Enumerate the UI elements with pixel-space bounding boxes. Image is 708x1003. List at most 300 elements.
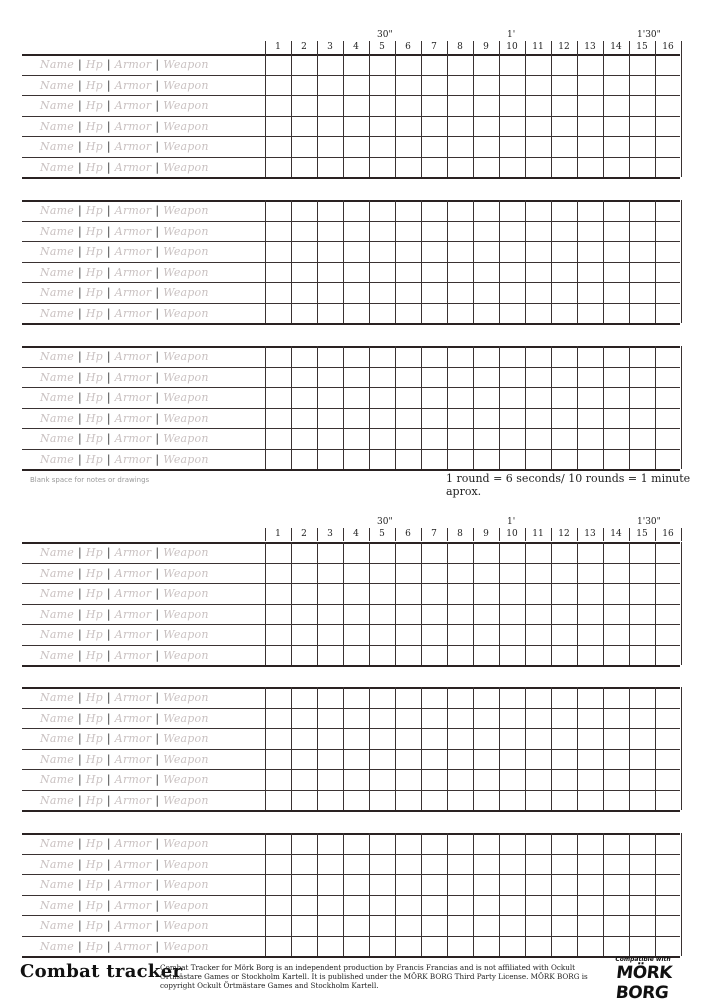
round-number: 10	[506, 529, 518, 539]
combatant-armor-field[interactable]: Armor	[114, 286, 152, 299]
field-separator: |	[155, 140, 160, 153]
grid-column-line	[421, 346, 422, 469]
combatant-row-label[interactable]	[40, 649, 209, 662]
combatant-armor-field[interactable]: Armor	[114, 566, 152, 580]
combatant-name-field[interactable]: Name	[40, 370, 74, 384]
combatant-row-label[interactable]	[40, 899, 209, 912]
grid-column-line	[499, 200, 500, 323]
round-number: 14	[610, 529, 622, 539]
field-separator: |	[106, 411, 111, 425]
combatant-weapon-field[interactable]: Weapon	[163, 793, 209, 807]
combatant-armor-field[interactable]: Armor	[114, 306, 152, 320]
grid-column-line	[369, 200, 370, 323]
combatant-hp-field[interactable]: Hp	[85, 265, 103, 279]
grid-row-line	[22, 95, 680, 96]
combatant-row-label[interactable]	[40, 794, 209, 807]
combatant-weapon-field[interactable]: Weapon	[163, 857, 209, 871]
field-separator: |	[77, 546, 82, 559]
combatant-row-label[interactable]	[40, 120, 209, 133]
round-number: 13	[584, 529, 596, 539]
combatant-row-label[interactable]	[40, 878, 209, 891]
field-separator: |	[77, 160, 82, 174]
combatant-hp-field[interactable]: Hp	[85, 648, 103, 662]
combatant-row-label[interactable]	[40, 99, 209, 112]
header-column-divider	[629, 528, 630, 541]
grid-column-line	[369, 687, 370, 810]
combatant-armor-field[interactable]: Armor	[114, 78, 152, 92]
field-separator: |	[106, 119, 111, 133]
combatant-name-field[interactable]: Name	[40, 607, 74, 621]
grid-column-line	[265, 200, 266, 323]
combatant-armor-field[interactable]: Armor	[114, 732, 152, 745]
combatant-weapon-field[interactable]: Weapon	[163, 140, 209, 153]
grid-column-line	[499, 833, 500, 956]
combatant-hp-field[interactable]: Hp	[85, 119, 103, 133]
grid-row-line	[22, 563, 680, 564]
combatant-name-field[interactable]: Name	[40, 752, 74, 766]
field-separator: |	[106, 350, 111, 363]
round-number: 4	[353, 42, 359, 52]
combatant-name-field[interactable]: Name	[40, 793, 74, 807]
header-column-divider	[525, 41, 526, 54]
combatant-armor-field[interactable]: Armor	[114, 160, 152, 174]
combatant-armor-field[interactable]: Armor	[114, 919, 152, 932]
field-separator: |	[106, 752, 111, 766]
combatant-row-label[interactable]	[40, 245, 209, 258]
combatant-weapon-field[interactable]: Weapon	[163, 306, 209, 320]
combatant-hp-field[interactable]: Hp	[85, 204, 103, 217]
combatant-name-field[interactable]: Name	[40, 919, 74, 932]
combatant-name-field[interactable]: Name	[40, 898, 74, 912]
grid-row-line	[22, 346, 680, 348]
combatant-weapon-field[interactable]: Weapon	[163, 546, 209, 559]
grid-column-line	[681, 54, 682, 177]
grid-column-line	[395, 200, 396, 323]
field-separator: |	[77, 286, 82, 299]
grid-column-line	[525, 542, 526, 665]
round-number: 2	[301, 42, 307, 52]
combatant-armor-field[interactable]: Armor	[114, 546, 152, 559]
combatant-hp-field[interactable]: Hp	[85, 732, 103, 745]
header-column-divider	[317, 41, 318, 54]
combatant-hp-field[interactable]: Hp	[85, 160, 103, 174]
combatant-weapon-field[interactable]: Weapon	[163, 391, 209, 404]
grid-column-line	[525, 687, 526, 810]
field-separator: |	[155, 452, 160, 466]
grid-column-line	[447, 687, 448, 810]
combatant-armor-field[interactable]: Armor	[114, 204, 152, 217]
combatant-hp-field[interactable]: Hp	[85, 919, 103, 932]
round-number: 5	[379, 42, 385, 52]
combatant-armor-field[interactable]: Armor	[114, 711, 152, 725]
combatant-weapon-field[interactable]: Weapon	[163, 432, 209, 445]
combatant-weapon-field[interactable]: Weapon	[163, 587, 209, 600]
combatant-hp-field[interactable]: Hp	[85, 857, 103, 871]
combatant-hp-field[interactable]: Hp	[85, 752, 103, 766]
combatant-name-field[interactable]: Name	[40, 391, 74, 404]
field-separator: |	[106, 432, 111, 445]
combatant-name-field[interactable]: Name	[40, 224, 74, 238]
combatant-name-field[interactable]: Name	[40, 411, 74, 425]
combatant-weapon-field[interactable]: Weapon	[163, 224, 209, 238]
header-column-divider	[447, 528, 448, 541]
combatant-weapon-field[interactable]: Weapon	[163, 58, 209, 71]
grid-column-line	[551, 54, 552, 177]
combatant-name-field[interactable]: Name	[40, 99, 74, 112]
field-separator: |	[77, 648, 82, 662]
grid-row-line	[22, 367, 680, 368]
grid-column-line	[603, 833, 604, 956]
combatant-weapon-field[interactable]: Weapon	[163, 607, 209, 621]
field-separator: |	[155, 306, 160, 320]
logo-big-text: MÖRK BORG	[614, 963, 673, 1003]
combatant-weapon-field[interactable]: Weapon	[163, 160, 209, 174]
combatant-row-label[interactable]	[40, 691, 209, 704]
combatant-weapon-field[interactable]: Weapon	[163, 370, 209, 384]
header-column-divider	[525, 528, 526, 541]
combatant-row-label[interactable]	[40, 266, 209, 279]
combatant-row-label[interactable]	[40, 628, 209, 641]
grid-row-line	[22, 708, 680, 709]
time-mark-one-half-minute: 1'30"	[637, 517, 661, 527]
combatant-weapon-field[interactable]: Weapon	[163, 691, 209, 704]
grid-column-line	[447, 833, 448, 956]
combatant-armor-field[interactable]: Armor	[114, 224, 152, 238]
combatant-hp-field[interactable]: Hp	[85, 878, 103, 891]
grid-column-line	[499, 346, 500, 469]
combatant-weapon-field[interactable]: Weapon	[163, 78, 209, 92]
combatant-armor-field[interactable]: Armor	[114, 391, 152, 404]
combatant-armor-field[interactable]: Armor	[114, 607, 152, 621]
combatant-armor-field[interactable]: Armor	[114, 648, 152, 662]
field-separator: |	[106, 391, 111, 404]
combatant-hp-field[interactable]: Hp	[85, 140, 103, 153]
header-column-divider	[551, 528, 552, 541]
combatant-weapon-field[interactable]: Weapon	[163, 648, 209, 662]
header-column-divider	[551, 41, 552, 54]
grid-column-line	[317, 687, 318, 810]
combatant-name-field[interactable]: Name	[40, 648, 74, 662]
combatant-name-field[interactable]: Name	[40, 691, 74, 704]
combatant-name-field[interactable]: Name	[40, 773, 74, 786]
grid-column-line	[473, 200, 474, 323]
combatant-name-field[interactable]: Name	[40, 58, 74, 71]
grid-column-line	[603, 54, 604, 177]
grid-column-line	[317, 346, 318, 469]
header-column-divider	[395, 41, 396, 54]
field-separator: |	[155, 391, 160, 404]
combatant-weapon-field[interactable]: Weapon	[163, 119, 209, 133]
combatant-weapon-field[interactable]: Weapon	[163, 452, 209, 466]
combatant-row-label[interactable]	[40, 204, 209, 217]
combatant-hp-field[interactable]: Hp	[85, 432, 103, 445]
combatant-name-field[interactable]: Name	[40, 566, 74, 580]
combatant-row-label[interactable]	[40, 732, 209, 745]
combatant-hp-field[interactable]: Hp	[85, 691, 103, 704]
round-number: 1	[275, 529, 281, 539]
grid-column-line	[369, 346, 370, 469]
combatant-armor-field[interactable]: Armor	[114, 350, 152, 363]
combatant-name-field[interactable]: Name	[40, 878, 74, 891]
combatant-weapon-field[interactable]: Weapon	[163, 711, 209, 725]
combatant-name-field[interactable]: Name	[40, 587, 74, 600]
combatant-hp-field[interactable]: Hp	[85, 793, 103, 807]
combatant-hp-field[interactable]: Hp	[85, 224, 103, 238]
combatant-armor-field[interactable]: Armor	[114, 878, 152, 891]
combatant-hp-field[interactable]: Hp	[85, 837, 103, 850]
field-separator: |	[106, 732, 111, 745]
grid-column-line	[551, 833, 552, 956]
header-column-divider	[421, 528, 422, 541]
combatant-row-label[interactable]	[40, 858, 209, 871]
grid-column-line	[317, 54, 318, 177]
combatant-armor-field[interactable]: Armor	[114, 752, 152, 766]
combatant-weapon-field[interactable]: Weapon	[163, 204, 209, 217]
combatant-name-field[interactable]: Name	[40, 204, 74, 217]
grid-column-line	[551, 687, 552, 810]
combatant-weapon-field[interactable]: Weapon	[163, 350, 209, 363]
combatant-name-field[interactable]: Name	[40, 628, 74, 641]
combatant-row-label[interactable]	[40, 58, 209, 71]
grid-column-line	[681, 346, 682, 469]
field-separator: |	[155, 878, 160, 891]
grid-row-line	[22, 769, 680, 770]
combatant-name-field[interactable]: Name	[40, 140, 74, 153]
combatant-armor-field[interactable]: Armor	[114, 58, 152, 71]
field-separator: |	[106, 99, 111, 112]
combatant-hp-field[interactable]: Hp	[85, 58, 103, 71]
field-separator: |	[106, 58, 111, 71]
grid-column-line	[655, 54, 656, 177]
combatant-row-label[interactable]	[40, 307, 209, 320]
combatant-name-field[interactable]: Name	[40, 732, 74, 745]
combatant-weapon-field[interactable]: Weapon	[163, 837, 209, 850]
combatant-hp-field[interactable]: Hp	[85, 245, 103, 258]
field-separator: |	[106, 773, 111, 786]
grid-column-line	[291, 542, 292, 665]
combatant-name-field[interactable]: Name	[40, 939, 74, 953]
combatant-weapon-field[interactable]: Weapon	[163, 411, 209, 425]
header-column-divider	[681, 528, 682, 541]
grid-row-line	[22, 810, 680, 812]
combatant-weapon-field[interactable]: Weapon	[163, 939, 209, 953]
combatant-weapon-field[interactable]: Weapon	[163, 99, 209, 112]
combatant-name-field[interactable]: Name	[40, 432, 74, 445]
combatant-row-label[interactable]	[40, 546, 209, 559]
combatant-weapon-field[interactable]: Weapon	[163, 919, 209, 932]
combatant-armor-field[interactable]: Armor	[114, 245, 152, 258]
grid-column-line	[499, 687, 500, 810]
combatant-armor-field[interactable]: Armor	[114, 773, 152, 786]
combatant-row-label[interactable]	[40, 432, 209, 445]
grid-row-line	[22, 157, 680, 158]
combatant-row-label[interactable]	[40, 225, 209, 238]
combatant-armor-field[interactable]: Armor	[114, 628, 152, 641]
combatant-row-label[interactable]	[40, 453, 209, 466]
combatant-armor-field[interactable]: Armor	[114, 857, 152, 871]
field-separator: |	[106, 837, 111, 850]
combatant-hp-field[interactable]: Hp	[85, 607, 103, 621]
combatant-name-field[interactable]: Name	[40, 78, 74, 92]
combatant-row-label[interactable]	[40, 79, 209, 92]
combatant-weapon-field[interactable]: Weapon	[163, 732, 209, 745]
combatant-hp-field[interactable]: Hp	[85, 391, 103, 404]
round-number: 1	[275, 42, 281, 52]
combatant-name-field[interactable]: Name	[40, 350, 74, 363]
combatant-armor-field[interactable]: Armor	[114, 837, 152, 850]
combatant-armor-field[interactable]: Armor	[114, 939, 152, 953]
combatant-row-label[interactable]	[40, 940, 209, 953]
combatant-hp-field[interactable]: Hp	[85, 306, 103, 320]
combatant-weapon-field[interactable]: Weapon	[163, 878, 209, 891]
combatant-row-label[interactable]	[40, 837, 209, 850]
combatant-weapon-field[interactable]: Weapon	[163, 265, 209, 279]
round-number: 12	[558, 529, 570, 539]
combatant-armor-field[interactable]: Armor	[114, 432, 152, 445]
combatant-hp-field[interactable]: Hp	[85, 411, 103, 425]
combatant-hp-field[interactable]: Hp	[85, 350, 103, 363]
combatant-weapon-field[interactable]: Weapon	[163, 752, 209, 766]
combatant-armor-field[interactable]: Armor	[114, 119, 152, 133]
combatant-hp-field[interactable]: Hp	[85, 939, 103, 953]
logo-small-text: Compatible with	[615, 956, 671, 963]
field-separator: |	[77, 119, 82, 133]
grid-column-line	[577, 346, 578, 469]
combatant-armor-field[interactable]: Armor	[114, 898, 152, 912]
grid-column-line	[499, 54, 500, 177]
combatant-hp-field[interactable]: Hp	[85, 452, 103, 466]
combatant-row-label[interactable]	[40, 608, 209, 621]
grid-row-line	[22, 749, 680, 750]
combatant-hp-field[interactable]: Hp	[85, 711, 103, 725]
combatant-row-label[interactable]	[40, 753, 209, 766]
combatant-weapon-field[interactable]: Weapon	[163, 245, 209, 258]
field-separator: |	[77, 204, 82, 217]
combatant-name-field[interactable]: Name	[40, 245, 74, 258]
combatant-armor-field[interactable]: Armor	[114, 793, 152, 807]
combatant-row-label[interactable]	[40, 286, 209, 299]
combatant-hp-field[interactable]: Hp	[85, 286, 103, 299]
combatant-weapon-field[interactable]: Weapon	[163, 898, 209, 912]
combatant-hp-field[interactable]: Hp	[85, 370, 103, 384]
combatant-row-label[interactable]	[40, 587, 209, 600]
grid-column-line	[343, 54, 344, 177]
field-separator: |	[106, 878, 111, 891]
grid-column-line	[629, 346, 630, 469]
field-separator: |	[155, 566, 160, 580]
grid-row-line	[22, 177, 680, 179]
grid-column-line	[343, 200, 344, 323]
combatant-name-field[interactable]: Name	[40, 265, 74, 279]
grid-column-line	[421, 833, 422, 956]
field-separator: |	[155, 939, 160, 953]
grid-row-line	[22, 200, 680, 202]
grid-row-line	[22, 604, 680, 605]
combatant-weapon-field[interactable]: Weapon	[163, 286, 209, 299]
combatant-hp-field[interactable]: Hp	[85, 898, 103, 912]
combatant-armor-field[interactable]: Armor	[114, 587, 152, 600]
combatant-name-field[interactable]: Name	[40, 837, 74, 850]
combatant-hp-field[interactable]: Hp	[85, 546, 103, 559]
combatant-row-label[interactable]	[40, 350, 209, 363]
header-column-divider	[265, 528, 266, 541]
combatant-armor-field[interactable]: Armor	[114, 99, 152, 112]
combatant-row-label[interactable]	[40, 567, 209, 580]
field-separator: |	[77, 391, 82, 404]
field-separator: |	[106, 265, 111, 279]
grid-column-line	[655, 687, 656, 810]
combatant-hp-field[interactable]: Hp	[85, 773, 103, 786]
field-separator: |	[155, 607, 160, 621]
combatant-name-field[interactable]: Name	[40, 119, 74, 133]
combatant-hp-field[interactable]: Hp	[85, 587, 103, 600]
grid-row-line	[22, 895, 680, 896]
field-separator: |	[77, 752, 82, 766]
combatant-hp-field[interactable]: Hp	[85, 78, 103, 92]
combatant-name-field[interactable]: Name	[40, 857, 74, 871]
grid-column-line	[291, 346, 292, 469]
combatant-armor-field[interactable]: Armor	[114, 691, 152, 704]
grid-row-line	[22, 833, 680, 835]
combatant-name-field[interactable]: Name	[40, 546, 74, 559]
round-number: 13	[584, 42, 596, 52]
combatant-row-label[interactable]	[40, 371, 209, 384]
combatant-name-field[interactable]: Name	[40, 286, 74, 299]
round-number: 7	[431, 42, 437, 52]
combatant-armor-field[interactable]: Armor	[114, 411, 152, 425]
combatant-row-label[interactable]	[40, 391, 209, 404]
combatant-hp-field[interactable]: Hp	[85, 566, 103, 580]
combatant-weapon-field[interactable]: Weapon	[163, 773, 209, 786]
combatant-name-field[interactable]: Name	[40, 452, 74, 466]
combatant-row-label[interactable]	[40, 140, 209, 153]
field-separator: |	[77, 370, 82, 384]
field-separator: |	[77, 224, 82, 238]
combatant-row-label[interactable]	[40, 712, 209, 725]
field-separator: |	[77, 939, 82, 953]
combatant-armor-field[interactable]: Armor	[114, 140, 152, 153]
combatant-hp-field[interactable]: Hp	[85, 99, 103, 112]
combatant-weapon-field[interactable]: Weapon	[163, 628, 209, 641]
combatant-row-label[interactable]	[40, 161, 209, 174]
field-separator: |	[106, 160, 111, 174]
field-separator: |	[155, 752, 160, 766]
field-separator: |	[77, 607, 82, 621]
combatant-hp-field[interactable]: Hp	[85, 628, 103, 641]
combatant-name-field[interactable]: Name	[40, 711, 74, 725]
grid-row-line	[22, 936, 680, 937]
header-column-divider	[603, 528, 604, 541]
combatant-weapon-field[interactable]: Weapon	[163, 566, 209, 580]
combatant-armor-field[interactable]: Armor	[114, 265, 152, 279]
header-column-divider	[395, 528, 396, 541]
combatant-armor-field[interactable]: Armor	[114, 370, 152, 384]
combatant-row-label[interactable]	[40, 773, 209, 786]
field-separator: |	[155, 691, 160, 704]
combatant-name-field[interactable]: Name	[40, 306, 74, 320]
grid-column-line	[369, 54, 370, 177]
combatant-row-label[interactable]	[40, 412, 209, 425]
grid-row-line	[22, 687, 680, 689]
grid-column-line	[681, 200, 682, 323]
combatant-name-field[interactable]: Name	[40, 160, 74, 174]
grid-column-line	[317, 542, 318, 665]
combatant-row-label[interactable]	[40, 919, 209, 932]
grid-row-line	[22, 790, 680, 791]
header-column-divider	[369, 41, 370, 54]
combatant-armor-field[interactable]: Armor	[114, 452, 152, 466]
grid-column-line	[473, 346, 474, 469]
